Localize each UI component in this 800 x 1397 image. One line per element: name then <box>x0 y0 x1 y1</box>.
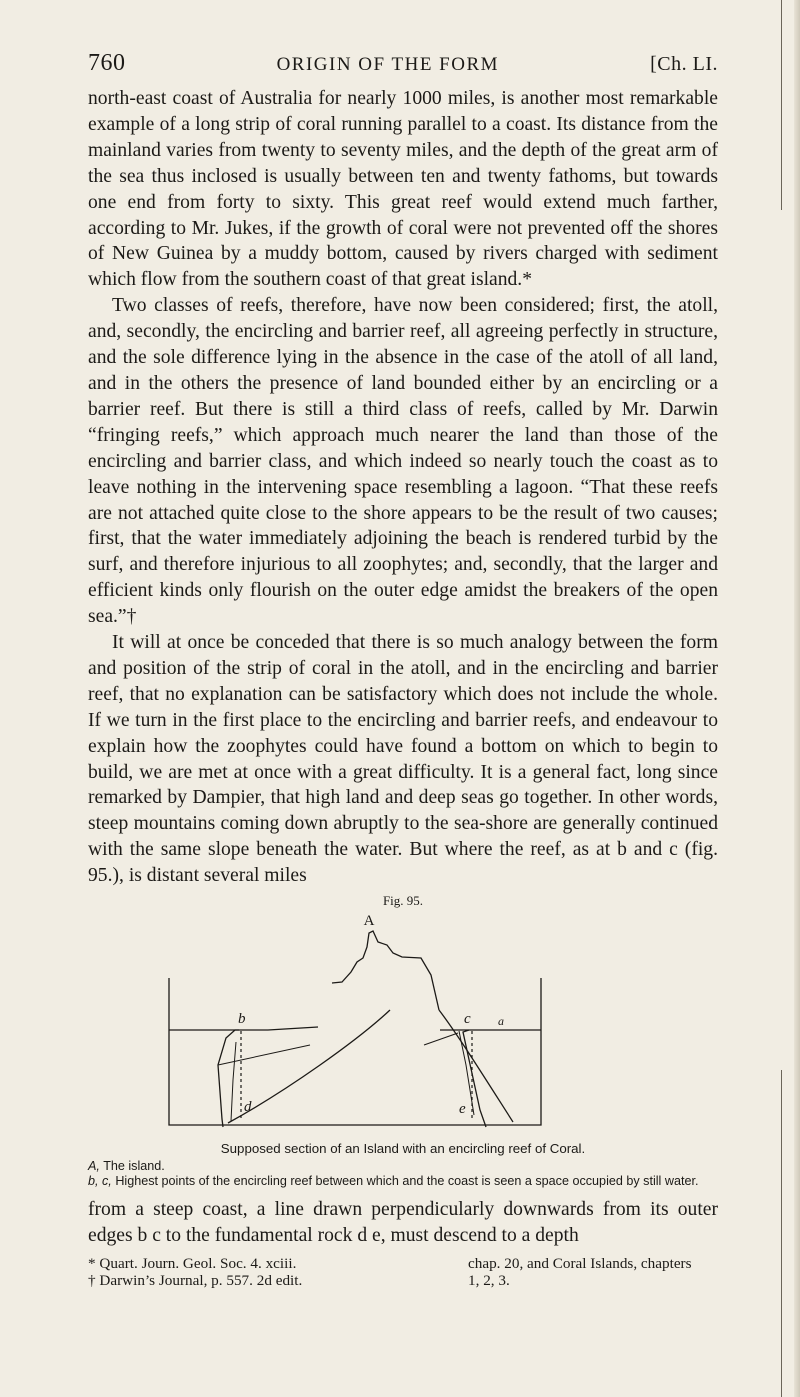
running-head <box>88 50 718 84</box>
paragraph: north-east coast of Australia for nearly 1000 miles, is another most remarkable example of a long strip of coral running parallel to a coast. Its distance from the mainland varies from twenty to seventy miles, and the depth of the great arm of the sea thus inclosed is usually between ten and twenty fathoms, but towards one end from forty to sixty. This great reef would extend much farther, according to Mr. Jukes, if the growth of coral were not prevented off the shores of New Guinea by a muddy bottom, caused by rivers charged with sediment which flow from the southern coast of that great island.* <box>88 88 718 291</box>
footnote: * Quart. Journ. Geol. Soc. 4. xciii. <box>88 1254 297 1272</box>
paragraph: It will at once be conceded that there is so much analogy between the form and position of the strip of coral in the atoll, and in the encircling and barrier reef, that no explanation can be satisfactory which does not include the whole. If we turn in the first place to the encircling and barrier reefs, and endeavour to explain how the zoophytes could have found a bottom on which to begin to build, we are met at once with a great difficulty. It is a general fact, long since remarked by Dampier, that high land and deep seas go together. In other words, steep mountains coming down abruptly to the sea-shore are generally continued with the same slope beneath the water. But where the reef, as at b and c (fig. 95.), is distant several miles <box>88 632 718 887</box>
paragraph: Two classes of reefs, therefore, have now been considered; first, the atoll, and, secondly, the encircling and barrier reef, all agreeing perfectly in structure, and the sole difference lying in the absence in the case of the atoll of all land, and in the others the presence of land bounded either by an encircling or a barrier reef. But there is still a third class of reefs, called by Mr. Darwin “fringing reefs,” which approach much nearer the land than those of the encircling and barrier class, and which indeed so nearly touch the coast as to leave nothing in the intervening space resembling a lagoon. “That these reefs are not attached quite close to the shore appears to be the result of two causes; first, that the water immediately adjoining the beach is rendered turbid by the surf, and therefore injurious to all zoophytes; and, secondly, that the larger and efficient kinds only flourish on the outer edge amidst the breakers of the open sea.”† <box>88 295 718 628</box>
running-title: ORIGIN OF THE FORM <box>276 54 500 75</box>
page-edge-line <box>781 1070 782 1397</box>
footnote-continuation: 1, 2, 3. <box>468 1272 510 1290</box>
footnote: † Darwin’s Journal, p. 557. 2d edit. <box>88 1272 303 1290</box>
label-b: b <box>238 1011 246 1028</box>
legend-item <box>88 1159 718 1174</box>
book-page <box>88 50 718 1290</box>
page-edge-line <box>781 0 782 210</box>
island-peak <box>332 931 439 1010</box>
body-text <box>88 86 718 889</box>
footnote-row <box>88 1272 718 1290</box>
paragraph: from a steep coast, a line drawn perpendicularly downwards from its outer edges b c to the fundamental rock d e, must descend to a depth <box>88 1199 718 1246</box>
reef-c <box>463 1030 486 1127</box>
legend-key: b, c, <box>88 1174 112 1189</box>
label-d: d <box>244 1099 252 1116</box>
figure-95 <box>88 915 718 1137</box>
label-e: e <box>459 1101 466 1118</box>
chapter-ref: [Ch. LI. <box>650 53 718 75</box>
figure-label: Fig. 95. <box>382 893 424 909</box>
label-a: a <box>498 1014 504 1029</box>
page-edge <box>794 0 800 1397</box>
legend-item <box>88 1174 718 1189</box>
footnotes <box>88 1255 718 1290</box>
label-A: A <box>363 915 375 930</box>
footnote-continuation: chap. 20, and Coral Islands, chapters <box>468 1254 692 1272</box>
page-number: 760 <box>88 50 126 76</box>
figure-legend <box>88 1159 718 1189</box>
legend-text: Highest points of the encircling reef between which and the coast is seen a space occupied by still water. <box>115 1174 699 1189</box>
legend-text: The island. <box>103 1159 165 1174</box>
figure-caption: Supposed section of an Island with an encircling reef of Coral. <box>220 1141 586 1157</box>
footnote-row <box>88 1255 718 1273</box>
diagram-frame <box>169 978 541 1125</box>
label-c: c <box>464 1011 471 1028</box>
legend-key: A, <box>88 1159 100 1174</box>
section-diagram <box>88 915 718 1137</box>
